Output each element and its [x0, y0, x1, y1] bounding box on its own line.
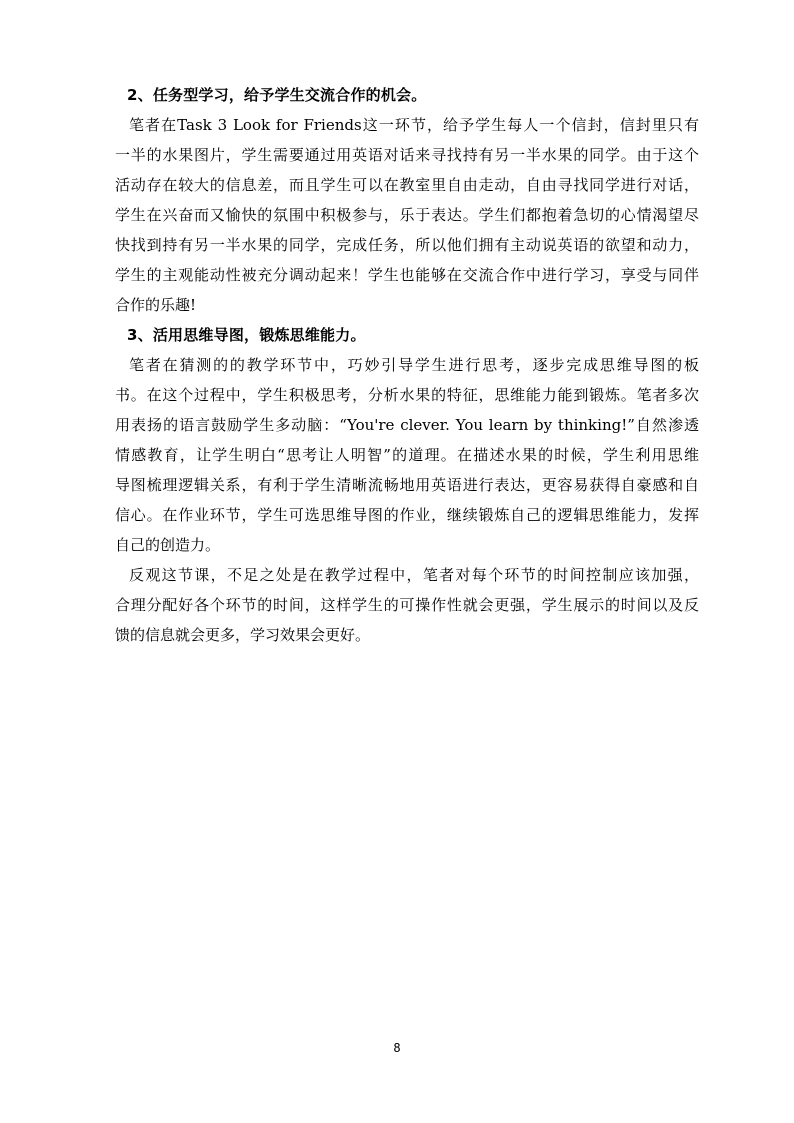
reflection-paragraph: [115, 560, 699, 650]
paragraph-line: 合作的乐趣!: [115, 296, 197, 314]
paragraph-line: 笔者在猜测的的教学环节中，巧妙引导学生进行思考，逐步完成思维导图的板: [129, 356, 699, 374]
paragraph-line: 反观这节课，不足之处是在教学过程中，笔者对每个环节的时间控制应该加强，: [129, 566, 699, 584]
paragraph-line: 一半的水果图片，学生需要通过用英语对话来寻找持有另一半水果的同学。由于这个: [115, 146, 699, 164]
paragraph-line: 导图梳理逻辑关系，有利于学生清晰流畅地用英语进行表达，更容易获得自豪感和自: [115, 476, 699, 494]
section-3-paragraph: [115, 350, 699, 560]
section-3-heading: 3、活用思维导图，锻炼思维能力。: [127, 326, 366, 344]
paragraph-line: 书。在这个过程中，学生积极思考，分析水果的特征，思维能力能到锻炼。笔者多次: [115, 386, 699, 404]
paragraph-line: 情感教育，让学生明白“思考让人明智”的道理。在描述水果的时候，学生利用思维: [115, 446, 699, 464]
paragraph-line: 学生在兴奋而又愉快的氛围中积极参与，乐于表达。学生们都抱着急切的心情渴望尽: [115, 206, 699, 224]
document-body: [115, 80, 699, 650]
paragraph-line: 合理分配好各个环节的时间，这样学生的可操作性就会更强，学生展示的时间以及反: [115, 596, 699, 614]
page-number: 8: [393, 1041, 401, 1055]
paragraph-line: 快找到持有另一半水果的同学，完成任务，所以他们拥有主动说英语的欲望和动力，: [115, 236, 699, 254]
paragraph-line: 用表扬的语言鼓励学生多动脑：“You're clever. You learn by thinking!”自然渗透: [115, 416, 699, 434]
paragraph-line: 自己的创造力。: [115, 536, 221, 554]
section-2-paragraph: [115, 110, 699, 320]
paragraph-line: 笔者在Task 3 Look for Friends这一环节，给予学生每人一个信封，信封里只有: [129, 116, 699, 134]
section-2-heading: 2、任务型学习，给予学生交流合作的机会。: [127, 86, 427, 104]
paragraph-line: 学生的主观能动性被充分调动起来！学生也能够在交流合作中进行学习，享受与同伴: [115, 266, 699, 284]
paragraph-line: 馈的信息就会更多，学习效果会更好。: [115, 626, 371, 644]
paragraph-line: 信心。在作业环节，学生可选思维导图的作业，继续锻炼自己的逻辑思维能力，发挥: [115, 506, 699, 524]
paragraph-line: 活动存在较大的信息差，而且学生可以在教室里自由走动，自由寻找同学进行对话，: [115, 176, 699, 194]
